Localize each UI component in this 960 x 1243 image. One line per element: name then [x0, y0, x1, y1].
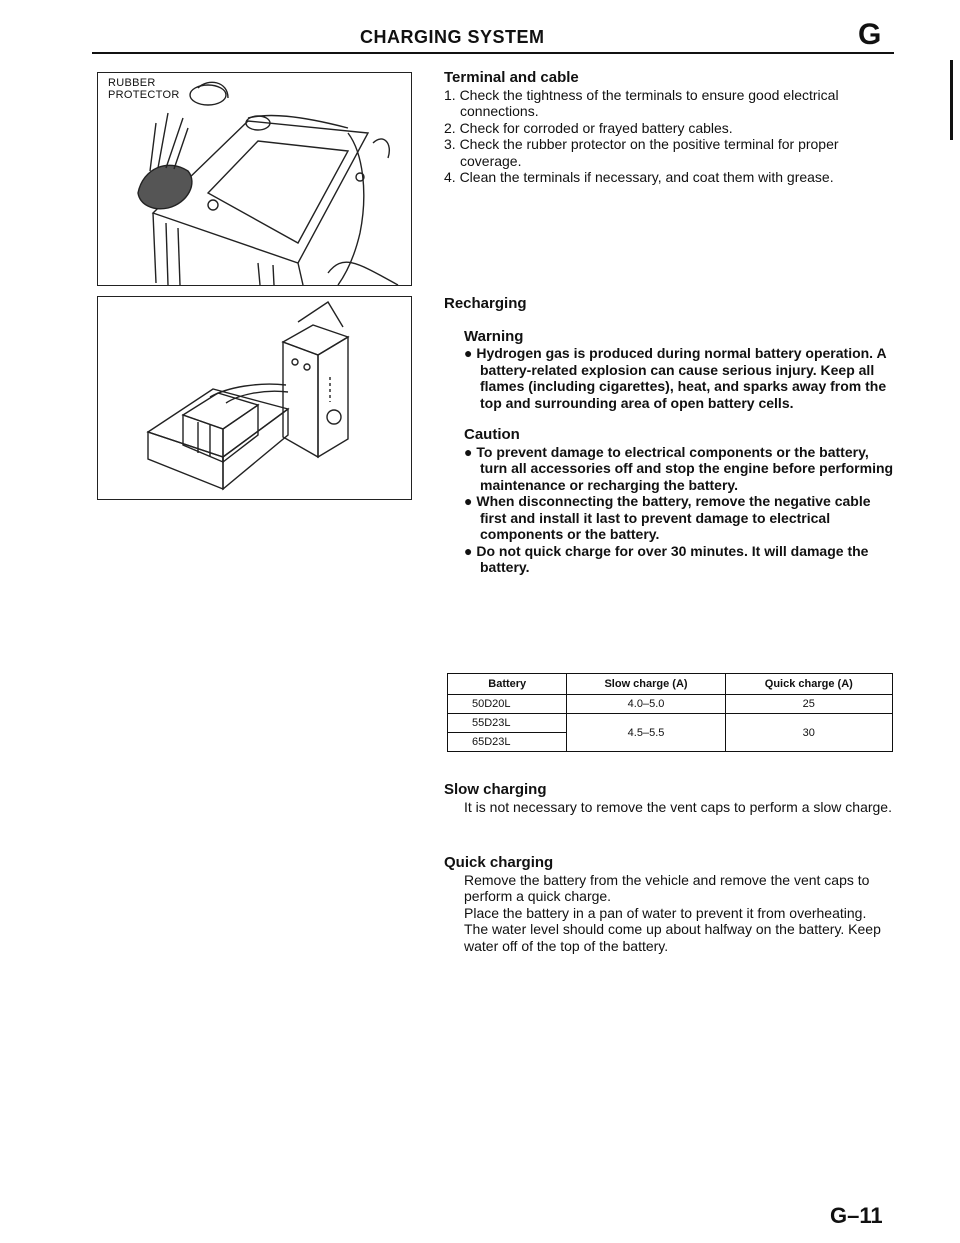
col-slow-charge: Slow charge (A)	[567, 674, 725, 695]
section-letter: G	[858, 18, 882, 51]
caution-item-1-text: To prevent damage to electrical components or the battery, turn all accessories off and stop the engine before performing maintenance or recharging the battery.	[476, 443, 894, 493]
table-header-row	[448, 674, 893, 695]
page-number: G–11	[830, 1203, 883, 1228]
caution-item-2-text: When disconnecting the battery, remove the negative cable first and install it last to prevent damage to electrical components or the battery.	[476, 493, 871, 542]
caution-item-1: ● To prevent damage to electrical components or the battery, turn all accessories off and stop the engine before performing maintenance or recharging the battery.	[464, 443, 894, 493]
heading-quick-charging: Quick charging	[444, 854, 554, 871]
cell-quick: 25	[725, 695, 892, 714]
terminal-item-1: 1. Check the tightness of the terminals to ensure good electrical connections.	[444, 86, 839, 119]
terminal-item-2: 2. Check for corroded or frayed battery cables.	[444, 119, 733, 136]
figure-battery-charging	[97, 296, 412, 500]
header-rule	[92, 52, 894, 54]
cell-battery: 65D23L	[448, 733, 567, 752]
table-row	[448, 695, 893, 714]
section-slow-charging	[444, 782, 894, 815]
cell-slow: 4.5–5.5	[567, 714, 725, 752]
cell-battery: 50D20L	[448, 695, 567, 714]
margin-mark	[950, 60, 953, 140]
caution-item-3-text: Do not quick charge for over 30 minutes. It will damage the battery.	[476, 542, 869, 575]
battery-terminal-illustration	[98, 73, 411, 285]
heading-warning: Warning	[464, 327, 524, 345]
heading-recharging: Recharging	[444, 295, 527, 312]
terminal-item-3: 3. Check the rubber protector on the positive terminal for proper coverage.	[444, 136, 839, 169]
section-recharging	[444, 296, 894, 576]
quick-charging-body-2: Place the battery in a pan of water to prevent it from overheating. The water level should come up about halfway on the battery. Keep water off of the top of the battery.	[464, 904, 881, 954]
figure-battery-terminal	[97, 72, 412, 286]
section-quick-charging	[444, 855, 894, 954]
charge-spec-table	[447, 673, 893, 752]
cell-battery: 55D23L	[448, 714, 567, 733]
slow-charging-body: It is not necessary to remove the vent caps to perform a slow charge.	[464, 798, 892, 815]
warning-item-1-text: Hydrogen gas is produced during normal battery operation. A battery-related explosion can cause serious injury. Keep all flames (including cigarettes), heat, and sparks away from the top and surrounding area of open battery cells.	[476, 345, 887, 411]
cell-slow: 4.0–5.0	[567, 695, 725, 714]
terminal-item-4: 4. Clean the terminals if necessary, and coat them with grease.	[444, 169, 834, 185]
caution-item-3: ● Do not quick charge for over 30 minutes. It will damage the battery.	[464, 542, 869, 575]
quick-charging-body-1: Remove the battery from the vehicle and remove the vent caps to perform a quick charge.	[464, 871, 870, 904]
col-battery: Battery	[448, 674, 567, 695]
figure-label-rubber: RUBBER	[108, 77, 156, 89]
figure-label-protector: PROTECTOR	[108, 89, 180, 101]
heading-slow-charging: Slow charging	[444, 781, 547, 798]
warning-item-1: ● Hydrogen gas is produced during normal battery operation. A battery-related explosion can cause serious injury. Keep all flames (including cigarettes), heat, and sparks away from the top and surrounding area of open battery cells.	[464, 345, 887, 411]
heading-caution: Caution	[464, 426, 520, 443]
table-row	[448, 714, 893, 733]
page-title: CHARGING SYSTEM	[360, 27, 545, 47]
caution-item-2: ● When disconnecting the battery, remove the negative cable first and install it last to prevent damage to electrical components or the battery.	[464, 493, 871, 542]
heading-terminal-and-cable: Terminal and cable	[444, 69, 579, 86]
col-quick-charge: Quick charge (A)	[725, 674, 892, 695]
cell-quick: 30	[725, 714, 892, 752]
section-terminal-and-cable	[444, 70, 894, 186]
battery-charging-illustration	[98, 297, 411, 499]
